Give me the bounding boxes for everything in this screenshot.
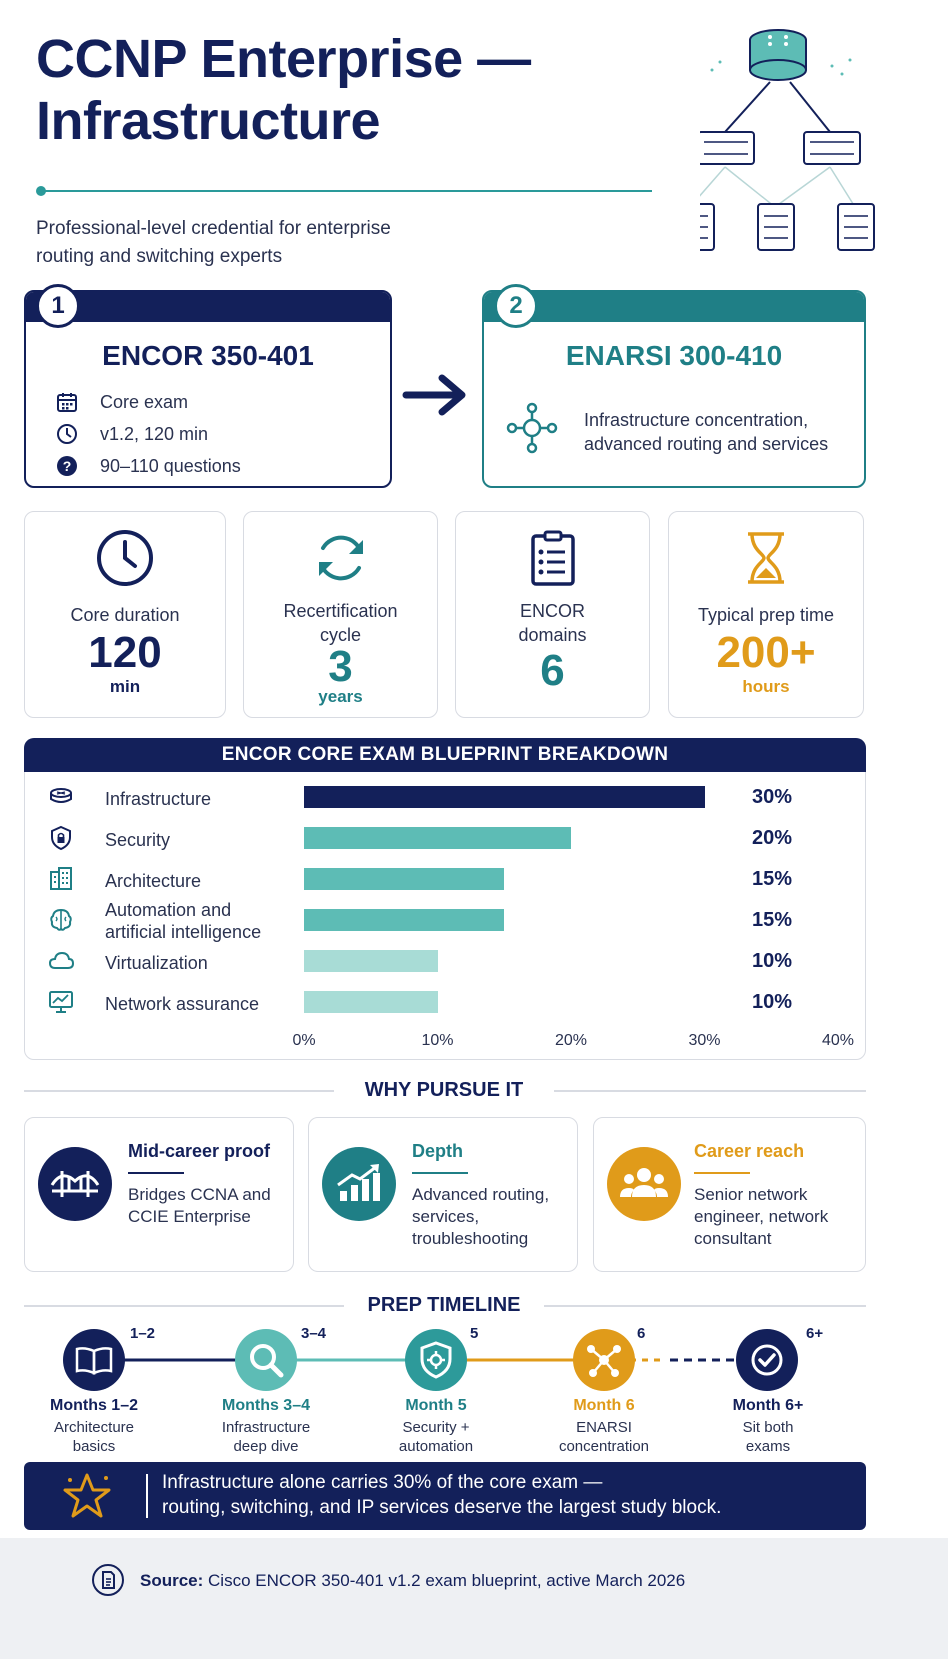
timeline-connector [0,1340,948,1380]
stat-unit: hours [742,677,790,696]
exam-card-band [484,292,864,322]
bar-value-label: 20% [752,827,793,849]
stat-value: 6 [540,646,565,695]
page-subtitle: Professional-level credential for enterprise routing and switching experts [36,218,391,267]
star-icon [60,1470,114,1524]
timeline-step-number: 3–4 [301,1325,327,1342]
stat-card-prep-time [668,511,864,718]
callout-divider [146,1474,148,1518]
bar-category-label: Security [105,830,171,850]
timeline-step-number: 1–2 [130,1325,156,1342]
exam-detail-row: v1.2, 120 min [56,418,241,450]
exam-description: Infrastructure concentration, advanced routing and services [584,410,829,454]
timeline-step-month: Month 5 [405,1397,467,1414]
stat-label: Typical prep time [697,605,835,625]
timeline-step-icon [63,1329,125,1391]
bar-category-label: Infrastructure [105,789,212,809]
bar-value-label: 15% [752,868,793,890]
timeline-step-description: Architecture basics [53,1419,135,1455]
network-nodes-icon [506,402,558,454]
exam-number-badge: 1 [36,284,80,328]
chart-title: ENCOR CORE EXAM BLUEPRINT BREAKDOWN [24,738,866,772]
exam-detail-list [56,386,241,482]
clock-icon [95,528,155,588]
exam-detail-row: Core exam [56,386,241,418]
why-card-title: Mid-career proof [128,1141,271,1161]
people-icon [607,1147,681,1221]
why-card-description: Bridges CCNA and CCIE Enterprise [128,1185,271,1226]
bar-category-label: Virtualization [105,953,208,973]
bar-category-label: Network assurance [105,994,260,1014]
exam-number-badge: 2 [494,284,538,328]
clipboard-icon [523,528,583,588]
stat-value: 200+ [716,628,816,677]
stat-card-core-duration [24,511,226,718]
why-card-description: Senior network engineer, network consultant [694,1185,829,1248]
stat-label: ENCOR domains [518,601,587,645]
exam-title: ENARSI 300-410 [565,340,783,371]
calendar-icon [56,391,78,413]
timeline-step-month: Months 3–4 [221,1397,310,1414]
timeline-step-number: 6 [637,1325,646,1342]
why-card-rule [128,1172,184,1174]
book-icon [63,1329,125,1391]
timeline-step-month: Month 6+ [732,1397,804,1414]
bar-category-label: Automation and artificial intelligence [105,900,262,942]
timeline-step-month: Month 6 [573,1397,635,1414]
stat-card-domains [455,511,650,718]
why-card-rule [694,1172,750,1174]
why-card-title: Depth [412,1141,463,1161]
timeline-step-icon [405,1329,467,1391]
x-axis-tick-label: 30% [688,1032,721,1049]
bar-value-label: 10% [752,950,793,972]
stat-unit: min [109,677,141,696]
bar-value-label: 15% [752,909,793,931]
timeline-step-month: Months 1–2 [49,1397,138,1414]
hourglass-icon [736,528,796,588]
network-nodes-icon [573,1329,635,1391]
timeline-step-description: Infrastructure deep dive [221,1419,311,1455]
timeline-step-number: 5 [470,1325,479,1342]
refresh-icon [311,528,371,588]
exam-title: ENCOR 350-401 [102,340,314,371]
check-badge-icon [736,1329,798,1391]
why-card-rule [412,1172,468,1174]
x-axis-tick-label: 40% [821,1032,855,1049]
blueprint-chart-panel [24,738,866,1060]
bar-category-label: Architecture [105,871,202,891]
question-icon [56,455,78,477]
section-heading-timeline: PREP TIMELINE [344,1294,544,1317]
growth-chart-icon [322,1147,396,1221]
x-axis-tick-label: 0% [292,1032,316,1049]
document-icon [92,1564,124,1596]
source-citation: Source: Cisco ENCOR 350-401 v1.2 exam blueprint, active March 2026 [140,1571,686,1590]
timeline-step-icon [573,1329,635,1391]
stat-label: Core duration [70,605,180,625]
section-heading-why: WHY PURSUE IT [334,1079,554,1102]
magnifier-icon [235,1329,297,1391]
bridge-icon [38,1147,112,1221]
timeline-step-icon [235,1329,297,1391]
exam-card-band [26,292,390,322]
footer [0,1538,948,1659]
arrow-right-icon [402,370,472,420]
timeline-step-number: 6+ [806,1325,824,1342]
network-topology-illustration [700,22,920,272]
x-axis-tick-label: 10% [421,1032,454,1049]
x-axis-tick-label: 20% [554,1032,588,1049]
callout-text: Infrastructure alone carries 30% of the core exam — routing, switching, and IP services deserve the largest study block. [162,1472,722,1518]
stat-card-recertification [243,511,438,718]
stat-unit: years [318,687,363,706]
stat-label: Recertification cycle [283,601,398,645]
page-title: CCNP Enterprise — Infrastructure [36,29,531,151]
timeline-step-description: ENARSI concentration [558,1419,650,1455]
exam-detail-row: ? 90–110 questions [56,450,241,482]
timeline-step-icon [736,1329,798,1391]
why-card-description: Advanced routing, services, troubleshooting [412,1185,550,1248]
shield-gear-icon [405,1329,467,1391]
title-divider [40,190,652,192]
timeline-step-description: Sit both exams [742,1419,794,1455]
svg-text:?: ? [62,458,72,474]
why-card-title: Career reach [694,1141,805,1161]
stat-value: 120 [88,628,162,677]
bar-value-label: 10% [752,991,793,1013]
bar-value-label: 30% [752,786,793,808]
stat-value: 3 [328,642,353,691]
exam-card-enarsi [482,290,866,488]
clock-icon [56,423,78,445]
timeline-step-description: Security + automation [398,1419,474,1455]
